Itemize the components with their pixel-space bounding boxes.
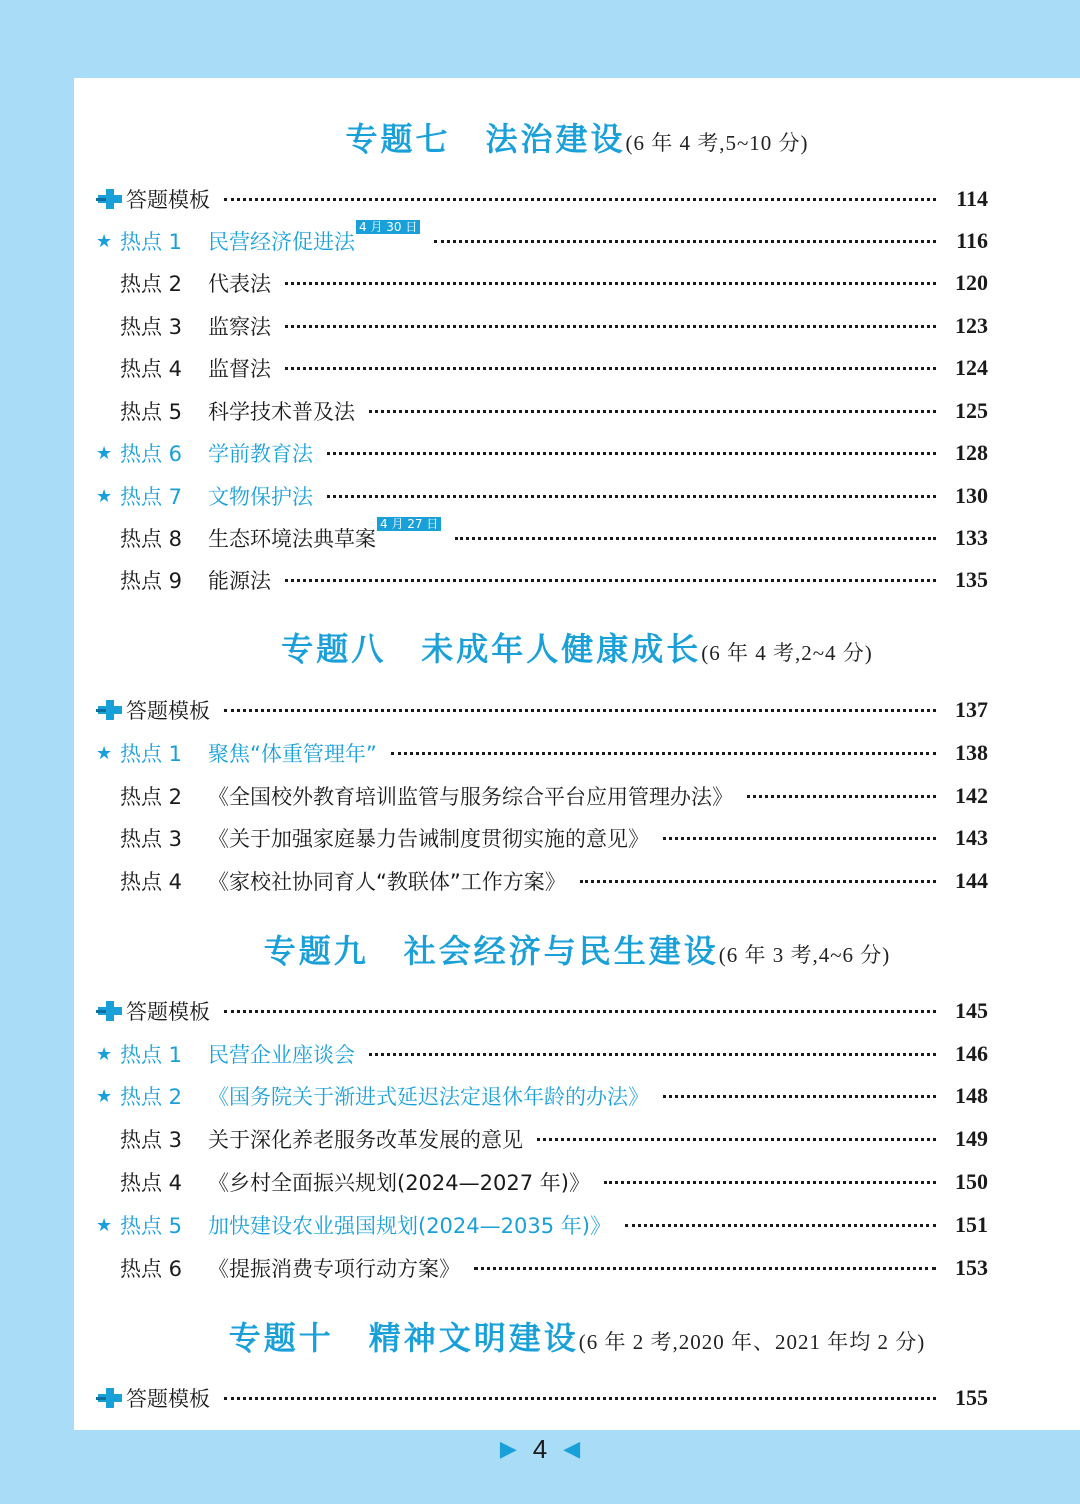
dot-leader [285, 367, 936, 370]
entry-title: 监督法 [208, 357, 271, 381]
hotspot-number: 热点 1 [120, 1043, 183, 1067]
star-icon: ★ [96, 1085, 113, 1107]
page-number: 149 [955, 1126, 988, 1151]
date-badge: 4 月 27 日 [377, 517, 441, 531]
entry-title: 监察法 [208, 315, 271, 339]
entry-title: 文物保护法 [208, 485, 313, 509]
toc-row-template[interactable] [96, 695, 988, 725]
toc-row[interactable] [96, 268, 988, 298]
hotspot-number: 热点 1 [120, 230, 183, 254]
star-icon: ★ [96, 1214, 113, 1236]
page-number: 130 [955, 483, 988, 508]
entry-title: 《全国校外教育培训监管与服务综合平台应用管理办法》 [208, 785, 733, 809]
toc-row[interactable] [96, 866, 988, 896]
toc-row[interactable] [96, 1167, 988, 1197]
page-number: 128 [955, 440, 988, 465]
page-number: 138 [955, 740, 988, 765]
entry-title: 《关于加强家庭暴力告诫制度贯彻实施的意见》 [208, 827, 649, 851]
play-right-icon: ▶ [499, 1437, 517, 1462]
dot-leader [285, 325, 936, 328]
template-label: 答题模板 [126, 1000, 210, 1024]
star-icon: ★ [96, 442, 113, 464]
dot-leader [455, 537, 936, 540]
page-number: 153 [955, 1255, 988, 1280]
entry-title: 科学技术普及法 [208, 400, 355, 424]
page-number: 148 [955, 1083, 988, 1108]
section-heading: 专题七 法治建设 [345, 120, 626, 158]
entry-title: 民营经济促进法 [208, 230, 355, 254]
toc-row[interactable] [96, 738, 988, 768]
page-number: 124 [955, 355, 988, 380]
page-number: 145 [955, 998, 988, 1023]
plus-cross-icon [96, 999, 124, 1023]
toc-row[interactable] [96, 311, 988, 341]
toc-row[interactable] [96, 220, 988, 256]
entry-title: 《提振消费专项行动方案》 [208, 1257, 460, 1281]
section-heading: 专题十 精神文明建设 [228, 1319, 579, 1357]
hotspot-number: 热点 8 [120, 527, 183, 551]
toc-row[interactable] [96, 396, 988, 426]
hotspot-number: 热点 7 [120, 485, 183, 509]
page-number: 125 [955, 398, 988, 423]
toc-row-template[interactable] [96, 1383, 988, 1413]
dot-leader [285, 282, 936, 285]
template-label: 答题模板 [126, 188, 210, 212]
entry-title: 《家校社协同育人“教联体”工作方案》 [208, 870, 566, 894]
play-left-icon: ◀ [563, 1437, 581, 1462]
section-note: (6 年 4 考,5~10 分) [625, 131, 809, 155]
section-title [74, 114, 1080, 160]
dot-leader [663, 837, 936, 840]
hotspot-number: 热点 5 [120, 400, 183, 424]
page-number: 120 [955, 270, 988, 295]
dot-leader [285, 579, 936, 582]
entry-title: 关于深化养老服务改革发展的意见 [208, 1128, 523, 1152]
dot-leader [663, 1095, 936, 1098]
hotspot-number: 热点 2 [120, 1085, 183, 1109]
page-number: 116 [956, 228, 988, 253]
hotspot-number: 热点 3 [120, 827, 183, 851]
dot-leader [327, 495, 936, 498]
toc-row[interactable] [96, 517, 988, 553]
dot-leader [747, 795, 936, 798]
toc-row[interactable] [96, 1253, 988, 1283]
page-number: 135 [955, 567, 988, 592]
dot-leader [474, 1267, 936, 1270]
hotspot-number: 热点 4 [120, 870, 183, 894]
hotspot-number: 热点 1 [120, 742, 183, 766]
page-number: 143 [955, 825, 988, 850]
dot-leader [604, 1181, 936, 1184]
section-heading: 专题八 未成年人健康成长 [281, 630, 702, 668]
dot-leader [224, 1010, 936, 1013]
date-badge: 4 月 30 日 [356, 220, 420, 234]
page-number: 133 [955, 525, 988, 550]
star-icon: ★ [96, 1043, 113, 1065]
toc-row[interactable] [96, 481, 988, 511]
toc-row[interactable] [96, 1210, 988, 1240]
entry-title: 民营企业座谈会 [208, 1043, 355, 1067]
hotspot-number: 热点 2 [120, 785, 183, 809]
toc-row-template[interactable] [96, 184, 988, 214]
star-icon: ★ [96, 485, 113, 507]
section-note: (6 年 2 考,2020 年、2021 年均 2 分) [578, 1330, 926, 1354]
hotspot-number: 热点 4 [120, 357, 183, 381]
page-number: 137 [955, 697, 988, 722]
entry-title: 代表法 [208, 272, 271, 296]
section-title [74, 1313, 1080, 1359]
entry-title: 《乡村全面振兴规划(2024—2027 年)》 [208, 1171, 590, 1195]
section-heading: 专题九 社会经济与民生建设 [263, 932, 719, 970]
toc-row[interactable] [96, 823, 988, 853]
template-label: 答题模板 [126, 1387, 210, 1411]
toc-row[interactable] [96, 1124, 988, 1154]
plus-cross-icon [96, 187, 124, 211]
toc-row[interactable] [96, 1081, 988, 1111]
page-number: 123 [955, 313, 988, 338]
toc-row[interactable] [96, 438, 988, 468]
page-number: 150 [955, 1169, 988, 1194]
hotspot-number: 热点 3 [120, 1128, 183, 1152]
page-number: 114 [956, 186, 988, 211]
page-number: 146 [955, 1041, 988, 1066]
toc-row-template[interactable] [96, 996, 988, 1026]
dot-leader [580, 880, 936, 883]
hotspot-number: 热点 9 [120, 569, 183, 593]
dot-leader [537, 1138, 936, 1141]
section-note: (6 年 3 考,4~6 分) [718, 943, 891, 967]
dot-leader [369, 1053, 936, 1056]
toc-row[interactable] [96, 1039, 988, 1069]
page-number: 155 [955, 1385, 988, 1410]
entry-title: 生态环境法典草案 [208, 527, 376, 551]
entry-title: 《国务院关于渐进式延迟法定退休年龄的办法》 [208, 1085, 649, 1109]
toc-row[interactable] [96, 781, 988, 811]
plus-cross-icon [96, 698, 124, 722]
section-note: (6 年 4 考,2~4 分) [701, 641, 873, 665]
entry-title: 聚焦“体重管理年” [208, 742, 377, 766]
toc-page [74, 78, 1080, 1430]
hotspot-number: 热点 5 [120, 1214, 183, 1238]
footer-page-number: 4 [532, 1434, 548, 1464]
entry-title-wrap [208, 220, 420, 256]
section-title [74, 624, 1080, 670]
entry-title-wrap [208, 517, 441, 553]
page-number: 142 [955, 783, 988, 808]
hotspot-number: 热点 6 [120, 1257, 183, 1281]
entry-title: 学前教育法 [208, 442, 313, 466]
dot-leader [369, 410, 936, 413]
page-number: 151 [955, 1212, 988, 1237]
dot-leader [625, 1224, 936, 1227]
dot-leader [391, 752, 936, 755]
page-footer [0, 1434, 1080, 1465]
entry-title: 能源法 [208, 569, 271, 593]
template-label: 答题模板 [126, 699, 210, 723]
dot-leader [327, 452, 936, 455]
dot-leader [434, 240, 936, 243]
dot-leader [224, 1397, 936, 1400]
toc-row[interactable] [96, 353, 988, 383]
section-title [74, 926, 1080, 972]
toc-row[interactable] [96, 565, 988, 595]
dot-leader [224, 709, 936, 712]
hotspot-number: 热点 6 [120, 442, 183, 466]
hotspot-number: 热点 4 [120, 1171, 183, 1195]
plus-cross-icon [96, 1386, 124, 1410]
page-number: 144 [955, 868, 988, 893]
star-icon: ★ [96, 742, 113, 764]
dot-leader [224, 198, 936, 201]
hotspot-number: 热点 2 [120, 272, 183, 296]
star-icon: ★ [96, 230, 113, 252]
entry-title: 加快建设农业强国规划(2024—2035 年)》 [208, 1214, 611, 1238]
hotspot-number: 热点 3 [120, 315, 183, 339]
